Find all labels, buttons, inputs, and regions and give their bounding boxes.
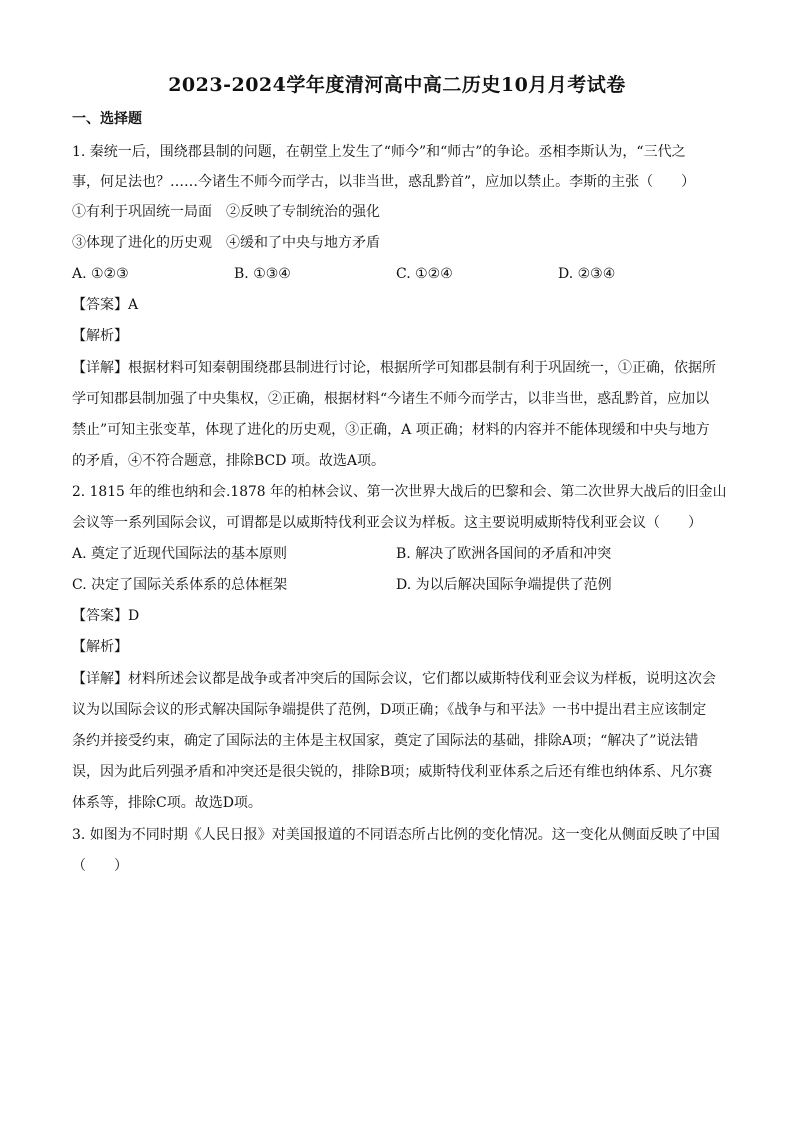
q3-stem-line2: （ ） (72, 858, 128, 874)
q1-stem-line2: 事，何足法也？……今诸生不师今而学古，以非当世，惑乱黔首”，应加以禁止。李斯的主张（ ） (72, 174, 696, 190)
q2-stem-line1: 2. 1815 年的维也纳和会.1878 年的柏林会议、第一次世界大战后的巴黎和会、第二次世界大战后的旧金山 (72, 484, 727, 500)
q1-option-b: B. ①③④ (234, 266, 291, 282)
exam-title: 2023-2024学年度清河高中高二历史10月月考试卷 (168, 74, 626, 96)
q2-option-a: A. 奠定了近现代国际法的基本原则 (72, 546, 288, 562)
q2-detail-line3: 条约并接受约束，确定了国际法的主体是主权国家，奠定了国际法的基础，排除A项；“解决了”说法错 (72, 733, 699, 749)
q1-analysis-label: 【解析】 (72, 328, 128, 344)
q2-option-c: C. 决定了国际关系体系的总体框架 (72, 577, 288, 593)
q1-option-a: A. ①②③ (72, 266, 129, 282)
q1-option-d: D. ②③④ (558, 266, 616, 282)
q1-stem-line1: 1. 秦统一后，围绕郡县制的问题，在朝堂上发生了“师今”和“师古”的争论。丞相李斯认为，“三代之 (72, 144, 686, 160)
q1-detail-line3: 禁止”可知主张变革，体现了进化的历史观，③正确，A 项正确；材料的内容并不能体现缓和中央与地方 (72, 422, 710, 438)
section-heading: 一、选择题 (72, 111, 142, 127)
q1-answer: 【答案】A (72, 297, 139, 313)
q2-analysis-label: 【解析】 (72, 639, 128, 655)
q1-detail-line4: 的矛盾，④不符合题意，排除BCD 项。故选A项。 (72, 453, 386, 469)
q2-detail-line4: 误，因为此后列强矛盾和冲突还是很尖锐的，排除B项；威斯特伐利亚体系之后还有维也纳体系、凡尔赛 (72, 764, 713, 780)
q2-detail-line5: 体系等，排除C项。故选D项。 (72, 795, 262, 811)
q2-detail-line1: 【详解】材料所述会议都是战争或者冲突后的国际会议，它们都以威斯特伐利亚会议为样板，说明这次会 (72, 671, 716, 687)
q2-detail-line2: 议为以国际会议的形式解决国际争端提供了范例，D项正确；《战争与和平法》一书中提出君主应该制定 (72, 702, 707, 718)
q1-detail-line2: 学可知郡县制加强了中央集权，②正确，根据材料“今诸生不师今而学古，以非当世，惑乱黔首，应加以 (72, 391, 710, 407)
q3-stem-line1: 3. 如图为不同时期《人民日报》对美国报道的不同语态所占比例的变化情况。这一变化从侧面反映了中国 (72, 827, 720, 843)
q2-option-d: D. 为以后解决国际争端提供了范例 (396, 577, 612, 593)
q2-stem-line2: 会议等一系列国际会议，可谓都是以威斯特伐利亚会议为样板。这主要说明威斯特伐利亚会议（ ） (72, 515, 702, 531)
q2-option-b: B. 解决了欧洲各国间的矛盾和冲突 (396, 546, 612, 562)
q1-item-line2: ③体现了进化的历史观 ④缓和了中央与地方矛盾 (72, 235, 380, 251)
q2-answer: 【答案】D (72, 608, 140, 624)
q1-option-c: C. ①②④ (396, 266, 453, 282)
q1-detail-line1: 【详解】根据材料可知秦朝围绕郡县制进行讨论，根据所学可知郡县制有利于巩固统一，①正确，依据所 (72, 360, 716, 376)
q1-item-line1: ①有利于巩固统一局面 ②反映了专制统治的强化 (72, 204, 380, 220)
